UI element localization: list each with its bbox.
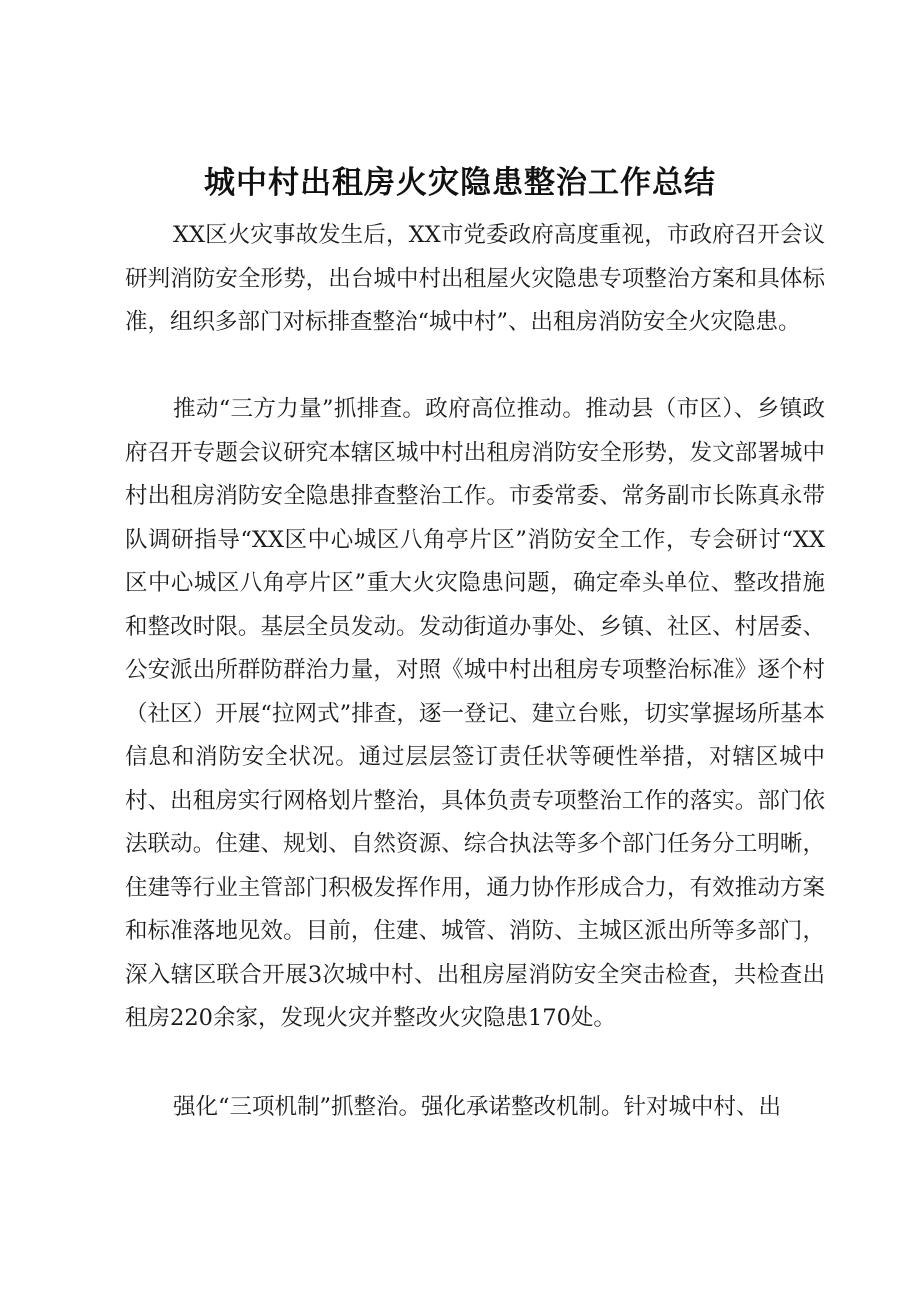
paragraph: 推动“三方力量”抓排查。政府高位推动。推动县（市区）、乡镇政府召开专题会议研究本辖区城中村出租房消防安全形势，发文部署城中村出租房消防安全隐患排查整治工作。市委常委、常务副市长陈真永带队调研指导“XX区中心城区八角亭片区”消防安全工作，专会研讨“XX区中心城区八角亭片区”重大火灾隐患问题，确定牵头单位、整改措施和整改时限。基层全员发动。发动街道办事处、乡镇、社区、村居委、公安派出所群防群治力量，对照《城中村出租房专项整治标准》逐个村（社区）开展“拉网式”排查，逐一登记、建立台账，切实掌握场所基本信息和消防安全状况。通过层层签订责任状等硬性举措，对辖区城中村、出租房实行网格划片整治，具体负责专项整治工作的落实。部门依法联动。住建、规划、自然资源、综合执法等多个部门任务分工明晰，住建等行业主管部门积极发挥作用，通力协作形成合力，有效推动方案和标准落地见效。目前，住建、城管、消防、主城区派出所等多部门，深入辖区联合开展3次城中村、出租房屋消防安全突击检查，共检查出租房220余家，发现火灾并整改火灾隐患170处。 [125,396,825,1031]
document-title: 城中村出租房火灾隐患整治工作总结 [204,165,716,201]
paragraph: XX区火灾事故发生后，XX市党委政府高度重视，市政府召开会议研判消防安全形势，出台城中村出租屋火灾隐患专项整治方案和具体标准，组织多部门对标排查整治“城中村”、出租房消防安全火灾隐患。 [125,222,825,335]
paragraph-1-block [125,214,825,345]
paragraph-3-block [125,1086,825,1130]
paragraph: 强化“三项机制”抓整治。强化承诺整改机制。针对城中村、出 [173,1094,782,1120]
paragraph-2-block [125,388,825,1041]
